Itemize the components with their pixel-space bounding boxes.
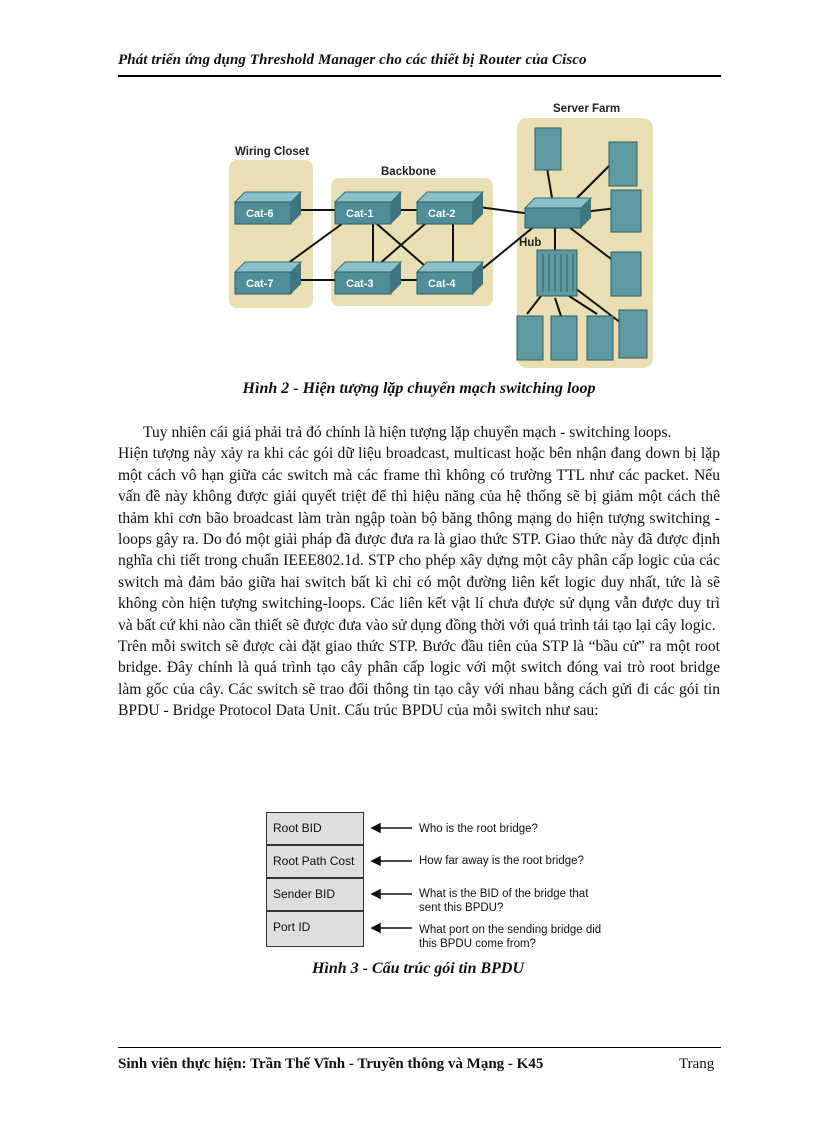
arrow-left-icon xyxy=(372,890,380,898)
switch-label-cat-7: Cat-7 xyxy=(246,278,274,290)
arrow-left-icon xyxy=(372,824,380,832)
switch-cat-3 xyxy=(335,262,401,294)
body-text xyxy=(118,422,720,722)
header-divider xyxy=(118,75,721,77)
paragraph-3: Trên mỗi switch sẽ được cài đặt giao thức STP. Bước đầu tiên của STP là “bầu cử” ra một root bridge. Đây chính là quá trình tạo cây phân cấp logic với một switch đóng vai trò root bridge làm gốc của cây. Các switch sẽ trao đổi thông tin tạo cây với nhau bằng cách gửi đi các gói tin BPDU - Bridge Protocol Data Unit. Cấu trúc BPDU của mỗi switch như sau: xyxy=(118,638,720,720)
footer-page-label: Trang xyxy=(679,1056,715,1072)
arrow-left-icon xyxy=(372,857,380,865)
wiring-closet-label: Wiring Closet xyxy=(235,146,310,158)
switch-cat-4 xyxy=(417,262,483,294)
switching-loop-diagram xyxy=(225,98,655,370)
switch-cat-6 xyxy=(235,192,301,224)
arrow-left-icon xyxy=(372,924,380,932)
bpdu-desc-root-bid: Who is the root bridge? xyxy=(419,823,538,835)
bpdu-arrows xyxy=(370,812,416,952)
bpdu-field-port-id: Port ID xyxy=(266,911,364,947)
bpdu-desc-port-id: What port on the sending bridge did this BPDU come from? xyxy=(419,924,602,950)
page-header-title: Phát triển ứng dụng Threshold Manager cho các thiết bị Router của Cisco xyxy=(118,52,587,68)
switch-label-cat-3: Cat-3 xyxy=(346,278,374,290)
backbone-label: Backbone xyxy=(381,166,436,178)
paragraph-1: Tuy nhiên cái giá phải trả đó chính là hiện tượng lặp chuyển mạch - switching loops. xyxy=(143,424,672,441)
figure-2-caption: Hình 2 - Hiện tượng lặp chuyển mạch switching loop xyxy=(242,380,596,397)
hub-label: Hub xyxy=(519,237,542,249)
footer-divider xyxy=(118,1047,721,1048)
switch-label-cat-4: Cat-4 xyxy=(428,278,456,290)
footer-author: Sinh viên thực hiện: Trần Thế Vĩnh - Truyền thông và Mạng - K45 xyxy=(118,1056,544,1072)
hub-switch-icon xyxy=(525,198,591,228)
switch-label-cat-1: Cat-1 xyxy=(346,208,374,220)
bpdu-field-root-bid: Root BID xyxy=(266,812,364,845)
chassis-switch-icon xyxy=(537,250,577,296)
bpdu-field-sender-bid: Sender BID xyxy=(266,878,364,911)
paragraph-2: Hiện tượng này xảy ra khi các gói dữ liệu broadcast, multicast hoặc bên nhận đang down bị lặp một cách vô hạn giữa các switch mà các frame thì không có trường TTL như các packet. Nếu vấn đề này không được giải quyết triệt để thì hiệu năng của hệ thống sẽ bị giảm một cách thê thảm khi cơn bão broadcast làm tràn ngập toàn bộ băng thông mạng do hiện tượng switching - loops gây ra. Do đó một giải pháp đã được đưa ra là giao thức STP. Giao thức này đã được định nghĩa chi tiết trong chuẩn IEEE802.1d. STP cho phép xây dựng một cây phân cấp logic của các switch mà đảm bảo giữa hai switch bất kì chỉ có một đường liên kết logic duy nhất, tức là sẽ không còn hiện tượng switching-loops. Các liên kết vật lí chưa được sử dụng vẫn được duy trì và bất cứ khi nào cần thiết sẽ được đưa vào sử dụng đồng thời với quá trình tái tạo lại cây logic. xyxy=(118,445,720,634)
figure-3-caption: Hình 3 - Cấu trúc gói tin BPDU xyxy=(311,960,525,977)
bpdu-structure-diagram xyxy=(266,806,606,956)
bpdu-field-root-path-cost: Root Path Cost xyxy=(266,845,364,878)
server-farm-label: Server Farm xyxy=(553,103,621,115)
switch-cat-1 xyxy=(335,192,401,224)
bpdu-desc-sender-bid: What is the BID of the bridge that sent this BPDU? xyxy=(419,888,589,914)
switch-cat-7 xyxy=(235,262,301,294)
switch-cat-2 xyxy=(417,192,483,224)
switch-label-cat-6: Cat-6 xyxy=(246,208,274,220)
bpdu-desc-root-path-cost: How far away is the root bridge? xyxy=(419,855,584,867)
switch-label-cat-2: Cat-2 xyxy=(428,208,456,220)
